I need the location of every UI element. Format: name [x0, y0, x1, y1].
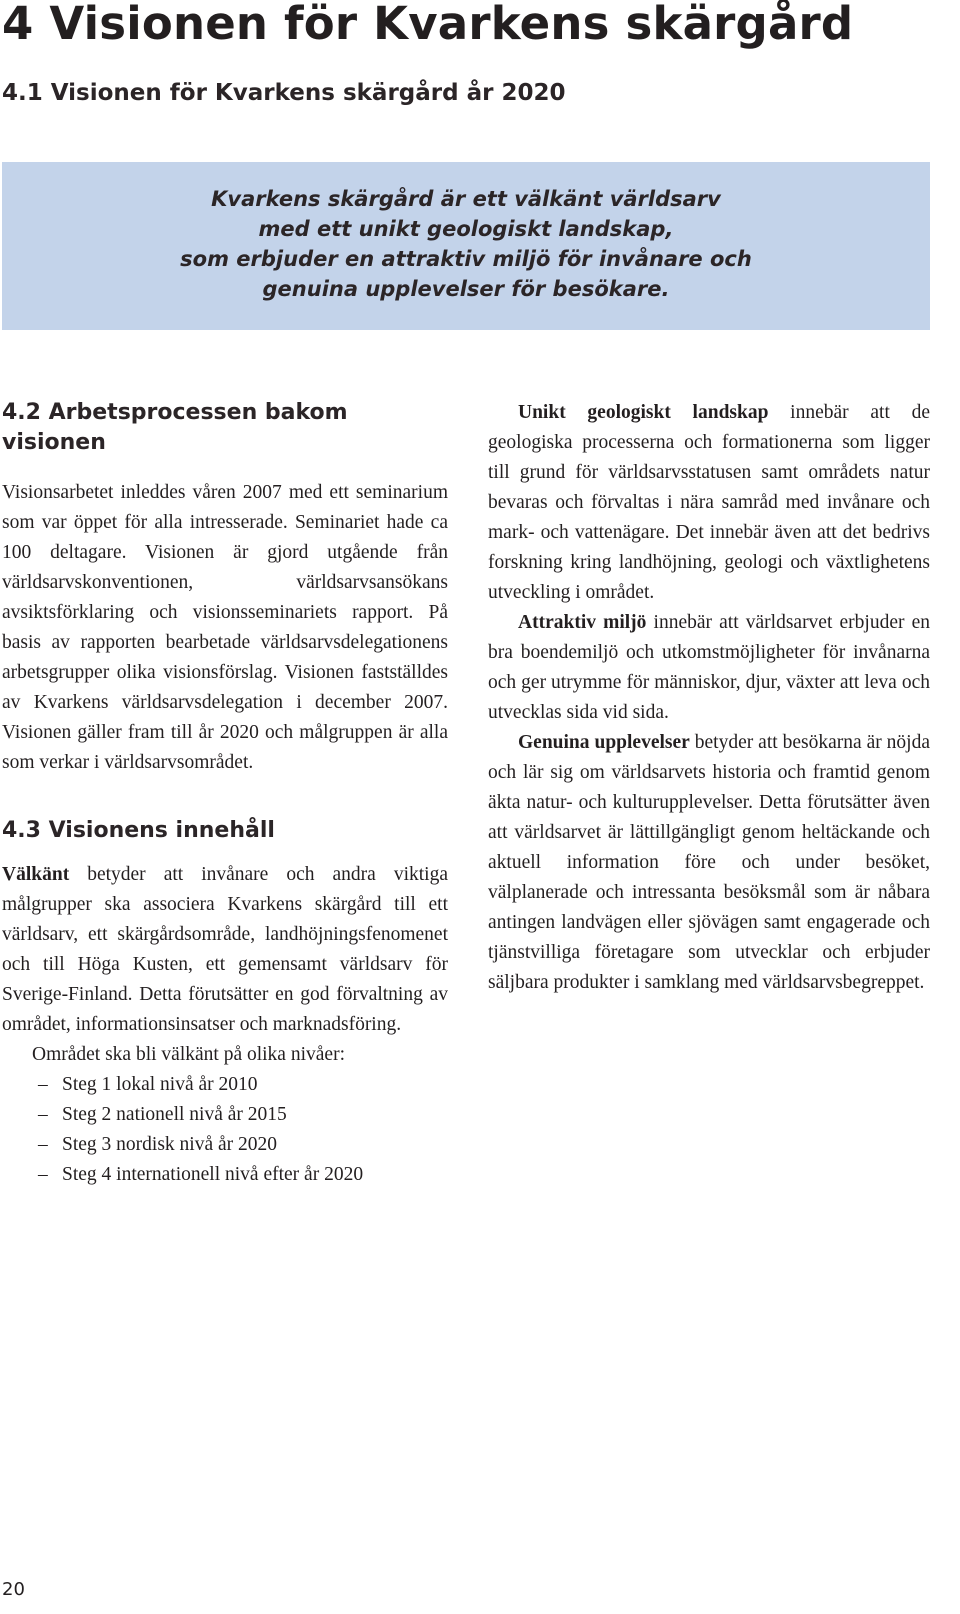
vision-line: med ett unikt geologiskt landskap, [258, 217, 674, 241]
lead-term: Genuina upplevelser [518, 732, 690, 753]
paragraph-text: betyder att besökarna är nöjda och lär sig om världsarvets historia och framtid genom äkta natur- och kulturupplevelser. Detta förutsätter även att världsarvet är lättillgängligt genom heltäckande och aktuell information före och under besöket, välplanerade och intressanta besöksmål som är nåbara antingen landvägen eller sjövägen samt engagerade och tjänstvilliga företagare som utvecklar och erbjuder säljbara produkter i samklang med världsarvsbegreppet. [488, 732, 931, 993]
dash-bullet: – [38, 1164, 48, 1185]
list-item [2, 1100, 448, 1130]
paragraph-text: betyder att invånare och andra viktiga målgrupper ska associera Kvarkens skärgård till ett världsarv, ett skärgårdsområde, landhöjningsfenomenet och till Höga Kusten, ett gemensamt världsarv för Sverige-Finland. Detta förutsätter en god förvaltning av området, informationsinsatser och marknadsföring. [2, 864, 448, 1035]
list-item-text: Steg 1 lokal nivå år 2010 [62, 1074, 258, 1095]
lead-term: Attraktiv miljö [518, 612, 647, 633]
list-item [2, 1160, 448, 1190]
vision-line: som erbjuder en attraktiv miljö för invånare och [180, 247, 752, 271]
list-item [2, 1070, 448, 1100]
dash-bullet: – [38, 1104, 48, 1125]
vision-line: genuina upplevelser för besökare. [262, 277, 670, 301]
paragraph-text: innebär att de geologiska processerna och formationerna som ligger till grund för världsarvsstatusen samt områdets natur bevaras och förvaltas i nära samråd med invånare och mark- och vattenägare. Det innebär även att det bedrivs forskning kring landhöjning, geologi och växtlighetens utveckling i området. [488, 402, 930, 603]
left-column [2, 398, 448, 1190]
list-item-text: Steg 3 nordisk nivå år 2020 [62, 1134, 278, 1155]
vision-statement-box [2, 162, 930, 330]
section-4-2-body [2, 478, 448, 778]
lead-term: Välkänt [2, 864, 70, 885]
list-item-text: Steg 4 internationell nivå efter år 2020 [62, 1164, 364, 1185]
paragraph [488, 728, 930, 998]
list-item [2, 1130, 448, 1160]
levels-list [2, 1070, 448, 1190]
page-number: 20 [2, 1579, 25, 1600]
paragraph [488, 608, 930, 728]
chapter-title: 4 Visionen för Kvarkens skärgård [2, 0, 854, 50]
section-heading-4-1: 4.1 Visionen för Kvarkens skärgård år 2020 [2, 80, 566, 106]
section-heading-4-3: 4.3 Visionens innehåll [2, 818, 275, 843]
dash-bullet: – [38, 1134, 48, 1155]
paragraph [488, 398, 930, 608]
dash-bullet: – [38, 1074, 48, 1095]
paragraph: Visionsarbetet inleddes våren 2007 med ett seminarium som var öppet för alla intresserade. Seminariet hade ca 100 deltagare. Visionen är gjord utgående från världsarvskonventionen, världsarvsansökans avsiktsförklaring och visionsseminariets rapport. På basis av rapporten bearbetade världsarvsdelegationens arbetsgrupper olika visionsförslag. Visionen fastställdes av Kvarkens världsarvsdelegation i december 2007. Visionen gäller fram till år 2020 och målgruppen är alla som verkar i världsarvsområdet. [2, 482, 448, 773]
section-4-3-body [2, 860, 448, 1190]
lead-term: Unikt geologiskt landskap [518, 402, 769, 423]
vision-line: Kvarkens skärgård är ett välkänt världsarv [211, 187, 721, 211]
right-column [488, 398, 930, 998]
paragraph [2, 860, 448, 1040]
levels-intro: Området ska bli välkänt på olika nivåer: [32, 1044, 345, 1065]
section-heading-4-2: 4.2 Arbetsprocessen bakom visionen [2, 400, 348, 455]
paragraph-text: innebär att världsarvet erbjuder en bra boendemiljö och utkomstmöjligheter för invånarna och ger utrymme för människor, djur, växter att leva och utvecklas sida vid sida. [488, 612, 930, 723]
list-item-text: Steg 2 nationell nivå år 2015 [62, 1104, 287, 1125]
